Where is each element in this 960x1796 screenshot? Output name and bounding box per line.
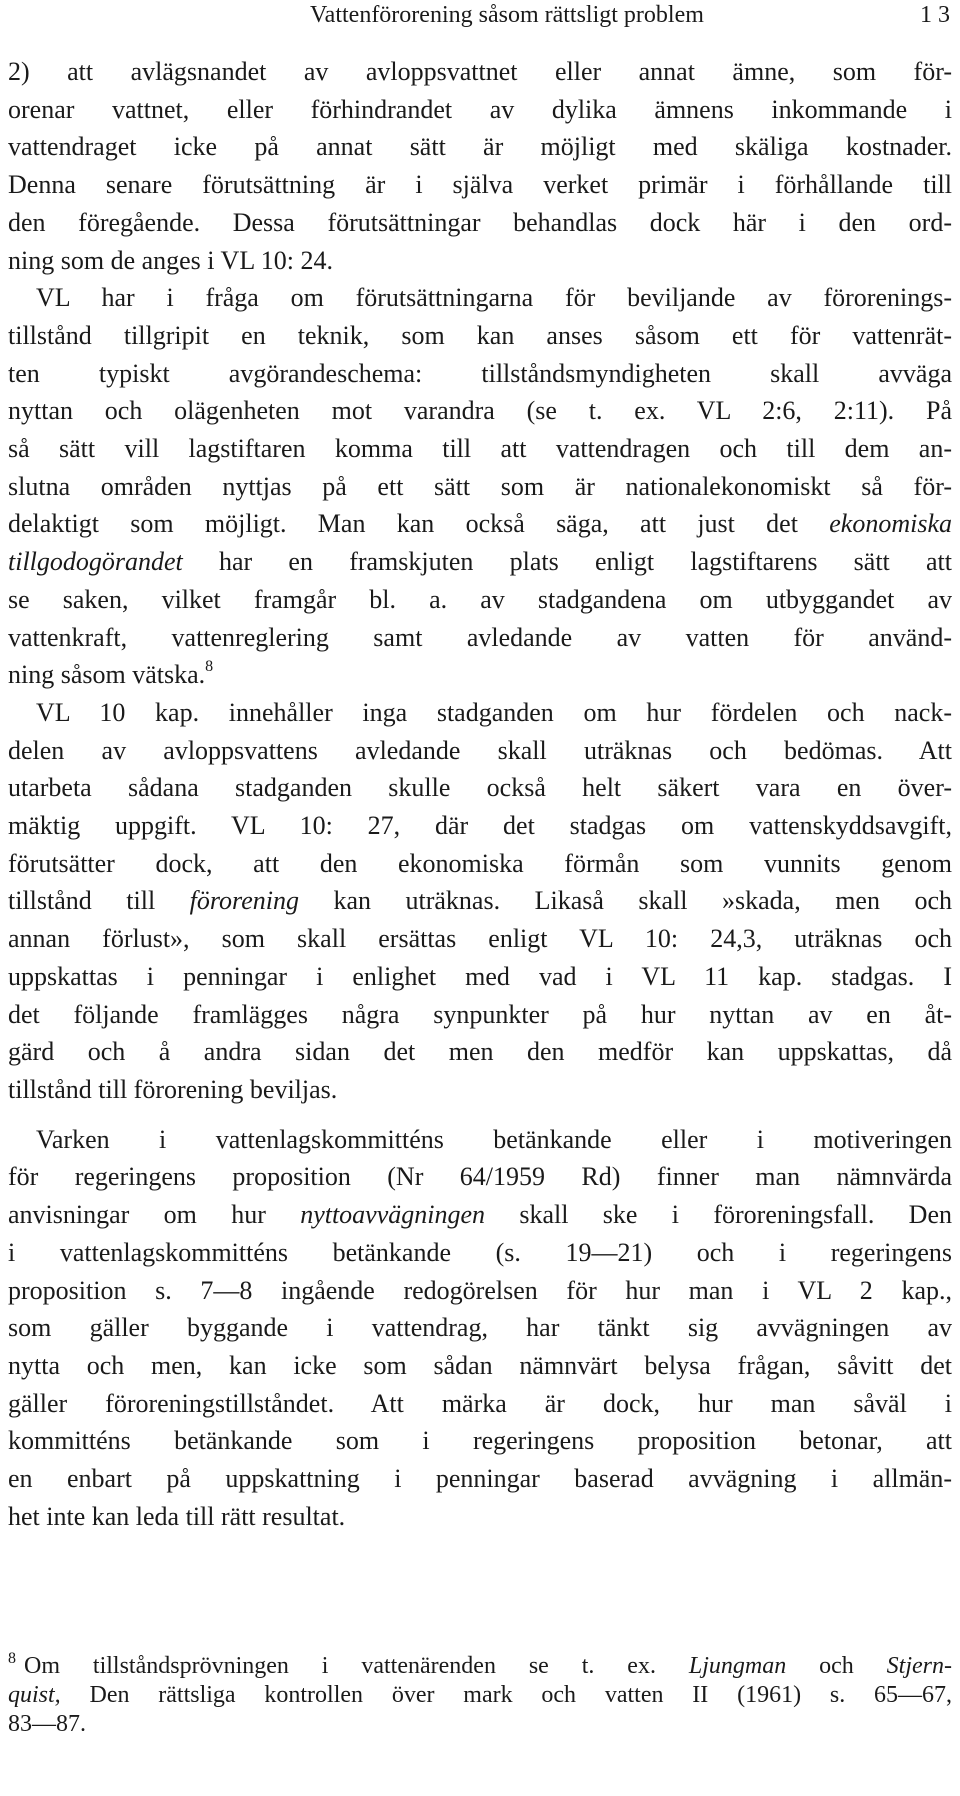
text-line	[8, 468, 960, 506]
text-line	[8, 91, 960, 129]
text-segment: Varken i vattenlagskommitténs betänkande eller i motiveringen	[36, 1124, 952, 1154]
text-line	[8, 166, 960, 204]
text-segment: vattendraget icke på annat sätt är möjligt med skäliga kostnader.	[8, 132, 952, 162]
text-segment: orenar vattnet, eller förhindrandet av dylika ämnens inkommande i	[8, 94, 952, 124]
text-line	[8, 882, 960, 920]
text-segment: förutsätter dock, att den ekonomiska förmån som vunnits genom	[8, 848, 952, 878]
text-line	[8, 694, 960, 732]
page-number: 13	[920, 2, 956, 28]
text-line	[8, 128, 960, 166]
text-line	[8, 732, 960, 770]
text-line	[8, 1033, 960, 1071]
text-segment: kommitténs betänkande som i regeringens proposition betonar, att	[8, 1426, 952, 1456]
text-segment: VL har i fråga om förutsättningarna för beviljande av förorenings-	[36, 283, 952, 313]
emphasized-text: Ljungman	[688, 1653, 787, 1679]
paragraph-gap	[8, 1109, 960, 1121]
text-line	[8, 1422, 960, 1460]
emphasized-text: tillgodogörandet	[8, 547, 183, 577]
text-segment: i vattenlagskommitténs betänkande (s. 19—21) och i regeringens	[8, 1237, 952, 1267]
text-segment: 83—87.	[8, 1711, 86, 1737]
text-segment: uppskattas i penningar i enlighet med vad i VL 11 kap. stadgas. I	[8, 961, 952, 991]
text-segment: het inte kan leda till rätt resultat.	[8, 1501, 346, 1531]
text-segment: Den rättsliga kontrollen över mark och vatten II (1961) s. 65—67,	[60, 1682, 952, 1708]
text-segment: nytta och men, kan icke som sådan nämnvärt belysa frågan, såvitt det	[8, 1350, 952, 1380]
emphasized-text: Stjern-	[886, 1653, 952, 1679]
text-line	[8, 958, 960, 996]
text-line	[8, 1385, 960, 1423]
text-line	[8, 920, 960, 958]
text-line	[8, 543, 960, 581]
paragraph-4	[8, 1121, 960, 1536]
text-segment: och	[786, 1653, 887, 1679]
text-line	[8, 355, 960, 393]
footnote-line	[8, 1710, 960, 1739]
text-segment: utarbeta sådana stadganden skulle också helt säkert vara en över-	[8, 773, 952, 803]
text-line	[8, 769, 960, 807]
text-segment: så sätt vill lagstiftaren komma till att vattendragen och till dem an-	[8, 434, 952, 464]
text-line	[8, 807, 960, 845]
text-segment: se saken, vilket framgår bl. a. av stadgandena om utbyggandet av	[8, 584, 952, 614]
text-segment: ning som de anges i VL 10: 24.	[8, 245, 333, 275]
text-segment: tillstånd tillgripit en teknik, som kan anses såsom ett för vattenrät-	[8, 320, 952, 350]
paragraph-3	[8, 694, 960, 1109]
text-segment: delaktigt som möjligt. Man kan också säga, att just det	[8, 509, 830, 539]
text-line	[8, 1460, 960, 1498]
emphasized-text: nyttoavvägningen	[300, 1200, 486, 1230]
text-segment: som gäller byggande i vattendrag, har tänkt sig avvägningen av	[8, 1313, 952, 1343]
footnote-reference: 8	[205, 658, 214, 676]
text-line	[8, 1347, 960, 1385]
text-line	[8, 1071, 960, 1109]
text-segment: tillstånd till förorening beviljas.	[8, 1074, 338, 1104]
emphasized-text: förorening	[189, 886, 299, 916]
text-line	[8, 996, 960, 1034]
paragraph-2	[8, 279, 960, 694]
text-line	[8, 53, 960, 91]
text-segment: VL 10 kap. innehåller inga stadganden om hur fördelen och nack-	[36, 697, 952, 727]
footnote	[8, 1652, 960, 1739]
text-segment: har en framskjuten plats enligt lagstiftarens sätt att	[182, 547, 952, 577]
body-text	[8, 53, 960, 1535]
text-segment: gäller föroreningstillståndet. Att märka är dock, hur man såväl i	[8, 1388, 952, 1418]
text-line	[8, 392, 960, 430]
text-segment: gärd och å andra sidan det men den medför kan uppskattas, då	[8, 1037, 952, 1067]
footnote-line	[8, 1652, 960, 1681]
text-line	[8, 242, 960, 280]
text-line	[8, 1196, 960, 1234]
text-segment: ning såsom vätska.	[8, 660, 206, 690]
emphasized-text: quist,	[8, 1682, 61, 1708]
text-segment: för regeringens proposition (Nr 64/1959 Rd) finner man nämnvärda	[8, 1162, 952, 1192]
text-line	[8, 505, 960, 543]
text-line	[8, 279, 960, 317]
text-line	[8, 1158, 960, 1196]
text-segment: delen av avloppsvattens avledande skall uträknas och bedömas. Att	[8, 735, 952, 765]
text-line	[8, 1234, 960, 1272]
paragraph-1	[8, 53, 960, 279]
text-segment: slutna områden nyttjas på ett sätt som är nationalekonomiskt så för-	[8, 471, 952, 501]
text-line	[8, 1121, 960, 1159]
text-segment: proposition s. 7—8 ingående redogörelsen för hur man i VL 2 kap.,	[8, 1275, 952, 1305]
emphasized-text: ekonomiska	[829, 509, 952, 539]
text-segment: tillstånd till	[8, 886, 190, 916]
footnote-line	[8, 1681, 960, 1710]
text-segment: mäktig uppgift. VL 10: 27, där det stadgas om vattenskyddsavgift,	[8, 811, 952, 841]
text-line	[8, 619, 960, 657]
text-line	[8, 845, 960, 883]
text-segment: Om tillståndsprövningen i vattenärenden se t. ex.	[24, 1653, 689, 1679]
text-segment: 2) att avlägsnandet av avloppsvattnet eller annat ämne, som för-	[8, 57, 952, 86]
text-line	[8, 1309, 960, 1347]
text-line	[8, 204, 960, 242]
text-segment: vattenkraft, vattenreglering samt avledande av vatten för använd-	[8, 622, 952, 652]
text-segment: den föregående. Dessa förutsättningar behandlas dock här i den ord-	[8, 207, 952, 237]
text-line	[8, 1498, 960, 1536]
text-segment: en enbart på uppskattning i penningar baserad avvägning i allmän-	[8, 1464, 952, 1494]
text-line	[8, 317, 960, 355]
text-segment: kan uträknas. Likaså skall »skada, men och	[298, 886, 952, 916]
text-segment: annan förlust», som skall ersättas enligt VL 10: 24,3, uträknas och	[8, 924, 952, 954]
running-header-title: Vattenförorening såsom rättsligt problem	[310, 2, 704, 28]
text-line	[8, 430, 960, 468]
text-segment: nyttan och olägenheten mot varandra (se t. ex. VL 2:6, 2:11). På	[8, 396, 952, 426]
text-segment: Denna senare förutsättning är i själva verket primär i förhållande till	[8, 170, 952, 200]
footnote-mark: 8	[8, 1650, 16, 1667]
text-line	[8, 1272, 960, 1310]
text-segment: ten typiskt avgörandeschema: tillståndsmyndigheten skall avväga	[8, 358, 952, 388]
text-line	[8, 581, 960, 619]
text-line	[8, 656, 960, 694]
text-segment: det följande framlägges några synpunkter på hur nyttan av en åt-	[8, 999, 952, 1029]
running-header	[0, 0, 960, 34]
text-segment: skall ske i föroreningsfall. Den	[485, 1200, 952, 1230]
text-segment: anvisningar om hur	[8, 1200, 301, 1230]
